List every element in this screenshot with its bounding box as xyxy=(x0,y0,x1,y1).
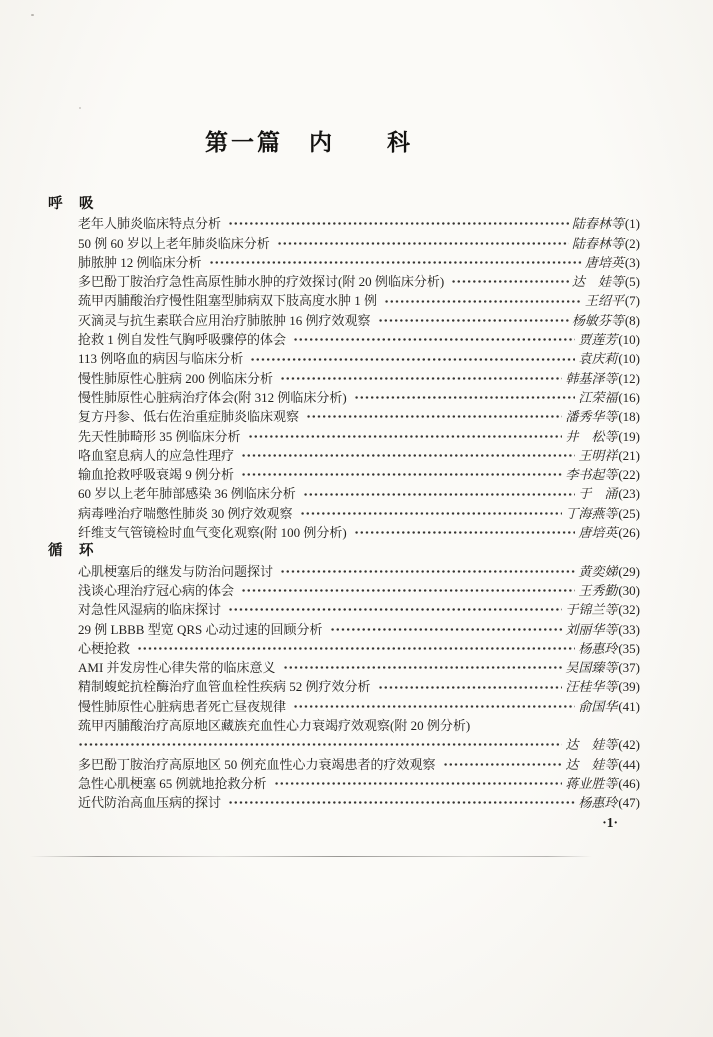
entry-title: 对急性风湿病的临床探讨 xyxy=(78,602,222,618)
entry-title: 心梗抢救 xyxy=(78,640,131,656)
toc-entry xyxy=(48,446,640,465)
entry-author-page xyxy=(565,504,640,523)
entry-author: 陆春林等 xyxy=(571,235,624,251)
entry-title: 近代防治高血压病的探讨 xyxy=(78,795,222,811)
entry-page: (33) xyxy=(618,621,640,637)
dot-leader xyxy=(250,353,575,366)
dot-leader xyxy=(354,391,576,404)
entry-title: 肺脓肿 12 例临床分析 xyxy=(78,254,202,270)
entry-title: 病毒唑治疗喘憋性肺炎 30 例疗效观察 xyxy=(78,505,293,521)
entry-author-page xyxy=(572,234,640,253)
dot-leader xyxy=(228,217,569,230)
entry-author-page xyxy=(578,523,640,542)
dot-leader xyxy=(378,681,563,694)
dot-leader xyxy=(443,758,563,771)
entry-page: (7) xyxy=(624,293,640,309)
toc-entry xyxy=(48,774,640,793)
entry-author: 王明祥 xyxy=(578,447,618,463)
entry-author-page xyxy=(572,272,640,291)
entry-title: AMI 并发房性心律失常的临床意义 xyxy=(78,660,276,676)
toc-entry xyxy=(48,697,640,716)
toc-entry xyxy=(48,388,640,407)
entry-title: 多巴酚丁胺治疗急性高原性肺水肿的疗效探讨(附 20 例临床分析) xyxy=(78,274,445,290)
entry-title: 113 例咯血的病因与临床分析 xyxy=(78,351,244,367)
entry-author-page xyxy=(578,793,640,812)
entry-title: 复方丹参、低右佐治重症肺炎临床观察 xyxy=(78,409,300,425)
toc-entry xyxy=(48,214,640,233)
toc-entry xyxy=(48,504,640,523)
entry-author: 王秀勤 xyxy=(578,582,618,598)
toc-entry xyxy=(48,330,640,349)
entry-page: (25) xyxy=(618,505,640,521)
entry-author: 达 娃等 xyxy=(565,756,618,772)
section-heading: 循 环 xyxy=(48,543,95,560)
toc-entry xyxy=(48,253,640,272)
entry-author: 达 娃等 xyxy=(571,274,624,290)
entry-page: (12) xyxy=(618,370,640,386)
toc-entry xyxy=(48,484,640,503)
entry-author: 丁海燕等 xyxy=(565,505,618,521)
dot-leader xyxy=(248,430,563,443)
toc-list xyxy=(48,195,640,813)
entry-page: (8) xyxy=(624,312,640,328)
entry-author-page xyxy=(565,427,640,446)
dot-leader xyxy=(293,333,575,346)
entry-author: 吴国臻等 xyxy=(565,660,618,676)
toc-entry xyxy=(48,234,640,253)
entry-title: 多巴酚丁胺治疗高原地区 50 例充血性心力衰竭患者的疗效观察 xyxy=(78,756,436,772)
entry-title: 灭滴灵与抗生素联合应用治疗肺脓肿 16 例疗效观察 xyxy=(78,312,371,328)
dot-leader xyxy=(280,372,562,385)
entry-page: (35) xyxy=(618,640,640,656)
entry-author: 汪桂华等 xyxy=(565,679,618,695)
entry-title: 急性心肌梗塞 65 例就地抢救分析 xyxy=(78,775,267,791)
entry-author: 唐培英 xyxy=(584,254,624,270)
toc-entry xyxy=(48,311,640,330)
entry-author: 潘秀华等 xyxy=(565,409,618,425)
entry-author-page xyxy=(578,639,640,658)
dot-leader xyxy=(451,275,569,288)
entry-author: 俞国华 xyxy=(578,698,618,714)
entry-page: (19) xyxy=(618,428,640,444)
entry-author: 贾莲芳 xyxy=(578,332,618,348)
dot-leader xyxy=(274,777,563,790)
entry-author: 刘丽华等 xyxy=(565,621,618,637)
dot-leader xyxy=(293,700,575,713)
entry-author: 王绍平 xyxy=(584,293,624,309)
toc-entry xyxy=(48,581,640,600)
entry-author: 袁庆莉 xyxy=(578,351,618,367)
toc-entry-continuation xyxy=(48,735,640,754)
entry-page: (10) xyxy=(618,332,640,348)
entry-author: 于锦兰等 xyxy=(565,602,618,618)
entry-author: 陆春林等 xyxy=(571,216,624,232)
entry-author-page xyxy=(585,291,640,310)
entry-author: 井 松等 xyxy=(565,428,618,444)
toc-entry xyxy=(48,716,640,735)
toc-entry xyxy=(48,291,640,310)
toc-entry xyxy=(48,755,640,774)
entry-page: (16) xyxy=(618,389,640,405)
entry-page: (47) xyxy=(618,795,640,811)
dot-leader xyxy=(137,642,575,655)
entry-title: 抢救 1 例自发性气胸呼吸骤停的体会 xyxy=(78,332,287,348)
entry-title: 慢性肺原性心脏病 200 例临床分析 xyxy=(78,370,274,386)
toc-entry xyxy=(48,349,640,368)
dot-leader xyxy=(303,488,576,501)
entry-title: 慢性肺原性心脏病治疗体会(附 312 例临床分析) xyxy=(78,389,347,405)
dot-leader xyxy=(241,584,575,597)
entry-page: (18) xyxy=(618,409,640,425)
entry-page: (44) xyxy=(618,756,640,772)
entry-page: (10) xyxy=(618,351,640,367)
entry-title: 29 例 LBBB 型宽 QRS 心动过速的回顾分析 xyxy=(78,621,323,637)
entry-title: 先天性肺畸形 35 例临床分析 xyxy=(78,428,241,444)
entry-title: 50 例 60 岁以上老年肺炎临床分析 xyxy=(78,235,270,251)
dot-leader xyxy=(378,314,569,327)
dot-leader xyxy=(241,468,562,481)
entry-author: 江荣福 xyxy=(578,389,618,405)
dot-leader xyxy=(384,295,582,308)
toc-entry xyxy=(48,407,640,426)
entry-title: 心肌梗塞后的继发与防治问题探讨 xyxy=(78,563,274,579)
entry-author-page xyxy=(578,349,640,368)
entry-author-page xyxy=(578,697,640,716)
entry-page: (21) xyxy=(618,447,640,463)
entry-page: (41) xyxy=(618,698,640,714)
entry-title: 输血抢救呼吸衰竭 9 例分析 xyxy=(78,467,235,483)
entry-author-page xyxy=(578,581,640,600)
entry-author: 黄奕娣 xyxy=(578,563,618,579)
dot-leader xyxy=(300,507,563,520)
entry-page: (22) xyxy=(618,467,640,483)
entry-author-page xyxy=(572,214,640,233)
dot-leader xyxy=(228,603,562,616)
entry-title: 浅谈心理治疗冠心病的体会 xyxy=(78,582,235,598)
scan-fold-line xyxy=(30,856,592,857)
toc-entry xyxy=(48,620,640,639)
toc-entry xyxy=(48,793,640,812)
entry-author: 于 涌 xyxy=(578,486,618,502)
entry-author: 杨惠玲 xyxy=(578,795,618,811)
toc-entry xyxy=(48,658,640,677)
entry-page: (2) xyxy=(624,235,640,251)
part-title: 第一篇 内 科 xyxy=(205,130,413,155)
entry-author-page xyxy=(578,484,640,503)
entry-author-page xyxy=(572,311,640,330)
entry-page: (1) xyxy=(624,216,640,232)
dot-leader xyxy=(330,623,563,636)
entry-author: 杨敏芬等 xyxy=(571,312,624,328)
page-number: ·1· xyxy=(602,815,618,830)
entry-title: 老年人肺炎临床特点分析 xyxy=(78,216,222,232)
entry-page: (29) xyxy=(618,563,640,579)
entry-author: 韩基泽等 xyxy=(565,370,618,386)
toc-entry xyxy=(48,427,640,446)
scan-speck xyxy=(31,14,34,16)
page-content xyxy=(48,0,640,832)
entry-page: (32) xyxy=(618,602,640,618)
toc-entry xyxy=(48,562,640,581)
entry-author-page xyxy=(565,755,640,774)
toc-entry xyxy=(48,272,640,291)
entry-page: (3) xyxy=(624,254,640,270)
dot-leader xyxy=(280,565,575,578)
entry-author-page xyxy=(565,735,640,754)
entry-author: 蒋业胜等 xyxy=(565,775,618,791)
entry-title: 60 岁以上老年肺部感染 36 例临床分析 xyxy=(78,486,296,502)
entry-author-page xyxy=(565,369,640,388)
entry-author-page xyxy=(565,465,640,484)
entry-title: 精制蝮蛇抗栓酶治疗血管血栓性疾病 52 例疗效分析 xyxy=(78,679,371,695)
entry-page: (5) xyxy=(624,274,640,290)
entry-author: 杨惠玲 xyxy=(578,640,618,656)
toc-entry xyxy=(48,600,640,619)
dot-leader xyxy=(228,796,575,809)
entry-title: 巯甲丙脯酸治疗慢性阻塞型肺病双下肢高度水肿 1 例 xyxy=(78,293,378,309)
entry-author-page xyxy=(578,446,640,465)
entry-author: 唐培英 xyxy=(578,525,618,541)
toc-entry xyxy=(48,465,640,484)
entry-page: (30) xyxy=(618,582,640,598)
entry-author-page xyxy=(565,658,640,677)
entry-title: 慢性肺原性心脏病患者死亡昼夜规律 xyxy=(78,698,287,714)
dot-leader xyxy=(306,410,562,423)
entry-page: (39) xyxy=(618,679,640,695)
entry-page: (37) xyxy=(618,660,640,676)
entry-page: (26) xyxy=(618,525,640,541)
entry-title: 巯甲丙脯酸治疗高原地区藏族充血性心力衰竭疗效观察(附 20 例分析) xyxy=(78,718,471,734)
entry-page: (46) xyxy=(618,775,640,791)
entry-author: 李书起等 xyxy=(565,467,618,483)
entry-author-page xyxy=(578,388,640,407)
dot-leader xyxy=(209,256,582,269)
entry-author-page xyxy=(565,677,640,696)
dot-leader xyxy=(283,661,563,674)
dot-leader xyxy=(354,526,576,539)
entry-author-page xyxy=(565,774,640,793)
entry-title: 咯血窒息病人的应急性理疗 xyxy=(78,447,235,463)
toc-entry xyxy=(48,369,640,388)
dot-leader xyxy=(241,449,575,462)
toc-entry xyxy=(48,523,640,542)
entry-page: (42) xyxy=(618,737,640,753)
dot-leader xyxy=(78,738,562,751)
entry-author-page xyxy=(565,600,640,619)
section-heading: 呼 吸 xyxy=(48,196,95,212)
entry-author: 达 娃等 xyxy=(565,737,618,753)
entry-author-page xyxy=(585,253,640,272)
entry-author-page xyxy=(578,330,640,349)
toc-entry xyxy=(48,639,640,658)
entry-author-page xyxy=(565,620,640,639)
dot-leader xyxy=(277,237,569,250)
entry-page: (23) xyxy=(618,486,640,502)
entry-title: 纤维支气管镜检时血气变化观察(附 100 例分析) xyxy=(78,525,347,541)
entry-author-page xyxy=(565,407,640,426)
toc-entry xyxy=(48,677,640,696)
entry-author-page xyxy=(578,562,640,581)
